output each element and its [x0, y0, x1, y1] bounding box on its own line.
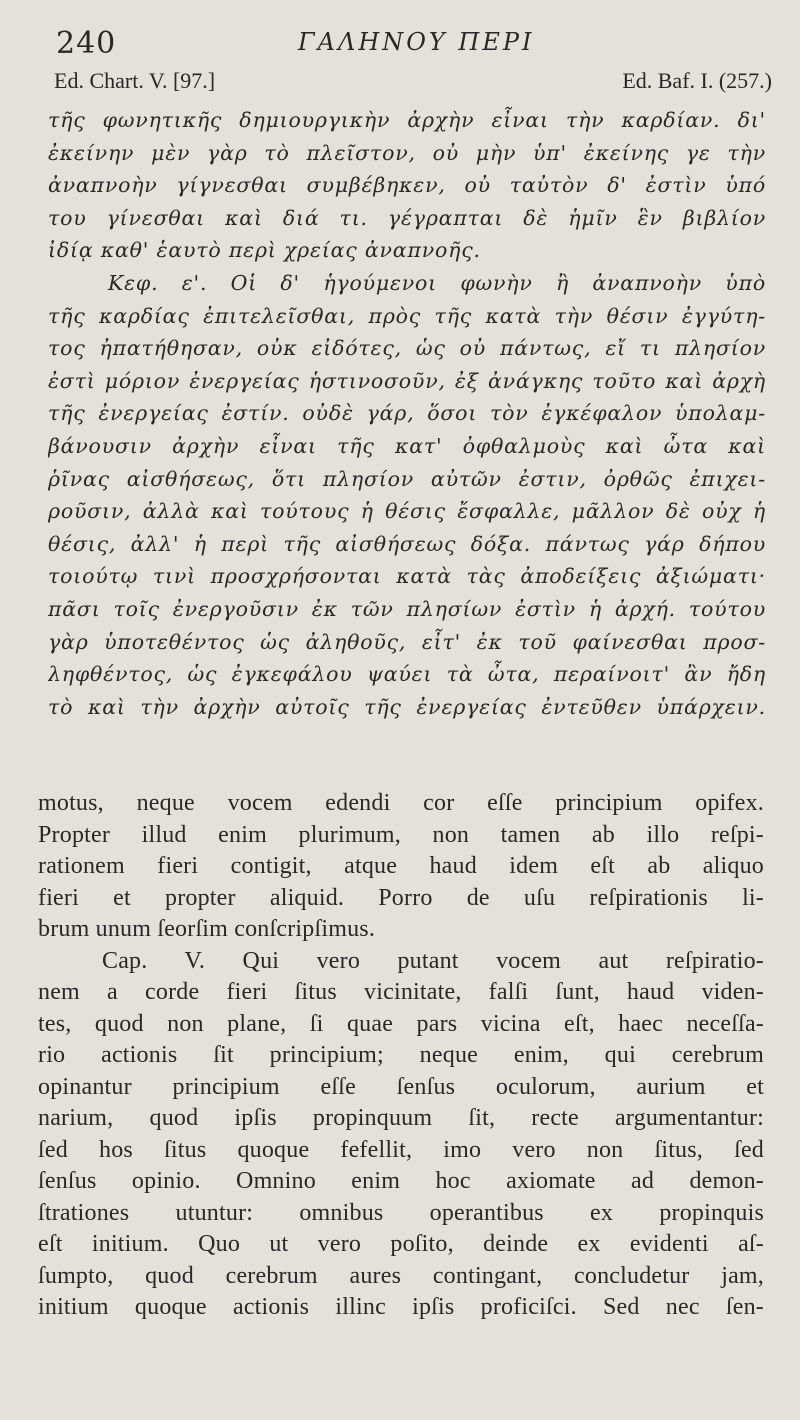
greek-line: ἐκείνην μὲν γὰρ τὸ πλεῖστον, οὐ μὴν ὑπ' ἐκείνης γε τὴν: [48, 140, 766, 165]
greek-line: ἀναπνοὴν γίγνεσθαι συμβέβηκεν, οὐ ταὐτὸν δ' ἐστὶν ὑπό: [48, 173, 766, 198]
greek-line: ληφθέντος, ὡς ἐγκεφάλου ψαύει τὰ ὦτα, περαίνοιτ' ἂν ἤδη: [48, 662, 766, 687]
edition-ref-chart: Ed. Chart. V. [97.]: [54, 68, 216, 93]
latin-line: brum unum ſeorſim conſcripſimus.: [38, 916, 376, 942]
greek-line: τοιούτῳ τινὶ προσχρήσονται κατὰ τὰς ἀποδείξεις ἀξιώματι·: [48, 564, 766, 589]
latin-line: opinantur principium eſſe ſenſus oculorum, aurium et: [38, 1073, 764, 1100]
greek-line: τὸ καὶ τὴν ἀρχὴν αὐτοῖς τῆς ἐνεργείας ἐντεῦθεν ὑπάρχειν.: [48, 694, 766, 719]
latin-line: ſenſus opinio. Omnino enim hoc axiomate ad demon-: [38, 1168, 764, 1194]
latin-chapter-heading-line: Cap. V. Qui vero putant vocem aut reſpiratio-: [102, 947, 764, 974]
greek-line: ροῦσιν, ἀλλὰ καὶ τούτους ἡ θέσις ἔσφαλλε, μᾶλλον δὲ οὐχ ἡ: [48, 499, 766, 524]
greek-line: του γίνεσθαι καὶ διά τι. γέγραπται δὲ ἡμῖν ἓν βιβλίον: [48, 205, 766, 230]
greek-line: γὰρ ὑποτεθέντος ὡς ἀληθοῦς, εἶτ' ἐκ τοῦ φαίνεσθαι προσ-: [48, 629, 766, 654]
running-head: ΓΑΛΗΝΟΥ ΠΕΡΙ: [298, 28, 535, 56]
greek-line: ἐστὶ μόριον ἐνεργείας ἡστινοσοῦν, ἐξ ἀνάγκης τοῦτο καὶ ἀρχὴ: [48, 368, 766, 393]
latin-line: rationem fieri contigit, atque haud idem eſt ab aliquo: [38, 853, 764, 879]
greek-line: τῆς φωνητικῆς δημιουργικὴν ἀρχὴν εἶναι τὴν καρδίαν. δι': [48, 108, 766, 132]
edition-ref-basel: Ed. Baf. I. (257.): [622, 68, 772, 93]
latin-line: rio actionis ſit principium; neque enim, qui cerebrum: [38, 1042, 764, 1068]
page-header: [48, 26, 758, 66]
latin-text-block: [38, 788, 764, 1324]
latin-line: narium, quod ipſis propinquum ſit, recte argumentantur:: [38, 1105, 764, 1131]
greek-line: θέσις, ἀλλ' ἡ περὶ τῆς αἰσθήσεως δόξα. πάντως γάρ δήπου: [48, 531, 766, 556]
latin-line: ſumpto, quod cerebrum aures contingant, concludetur jam,: [38, 1262, 764, 1289]
latin-line: ſtrationes utuntur: omnibus operantibus ex propinquis: [38, 1199, 764, 1226]
latin-line: motus, neque vocem edendi cor eſſe principium opifex.: [38, 790, 764, 816]
greek-text-block: [48, 104, 766, 723]
latin-line: Propter illud enim plurimum, non tamen ab illo reſpi-: [38, 821, 764, 848]
latin-line: initium quoque actionis illinc ipſis proficiſci. Sed nec ſen-: [38, 1294, 764, 1320]
page-number: 240: [56, 26, 117, 61]
latin-line: ſed hos ſitus quoque fefellit, imo vero non ſitus, ſed: [38, 1136, 764, 1163]
greek-line: τος ἠπατήθησαν, οὐκ εἰδότες, ὡς οὐ πάντως, εἴ τι πλησίον: [48, 336, 766, 361]
greek-line: τῆς ἐνεργείας ἐστίν. οὐδὲ γάρ, ὅσοι τὸν ἐγκέφαλον ὑπολαμ-: [48, 401, 766, 426]
latin-line: tes, quod non plane, ſi quae pars vicina eſt, haec neceſſa-: [38, 1010, 764, 1037]
greek-line: βάνουσιν ἀρχὴν εἶναι τῆς κατ' ὀφθαλμοὺς καὶ ὦτα καὶ: [48, 433, 766, 458]
greek-chapter-heading-line: Κεφ. ε'. Οἱ δ' ἡγούμενοι φωνὴν ἢ ἀναπνοὴν ὑπὸ: [108, 270, 766, 295]
greek-line: ἰδίᾳ καθ' ἑαυτὸ περὶ χρείας ἀναπνοῆς.: [48, 238, 481, 263]
latin-line: eſt initium. Quo ut vero poſito, deinde ex evidenti aſ-: [38, 1231, 764, 1257]
greek-line: ῥῖνας αἰσθήσεως, ὅτι πλησίον αὐτῶν ἐστιν, ὀρθῶς ἐπιχει-: [48, 466, 766, 491]
latin-line: fieri et propter aliquid. Porro de uſu reſpirationis li-: [38, 884, 764, 911]
latin-line: nem a corde fieri ſitus vicinitate, falſi ſunt, haud viden-: [38, 979, 764, 1005]
greek-line: τῆς καρδίας ἐπιτελεῖσθαι, πρὸς τῆς κατὰ τὴν θέσιν ἐγγύτη-: [48, 303, 766, 328]
greek-line: πᾶσι τοῖς ἐνεργοῦσιν ἐκ τῶν πλησίων ἐστὶν ἡ ἀρχή. τούτου: [48, 596, 766, 621]
